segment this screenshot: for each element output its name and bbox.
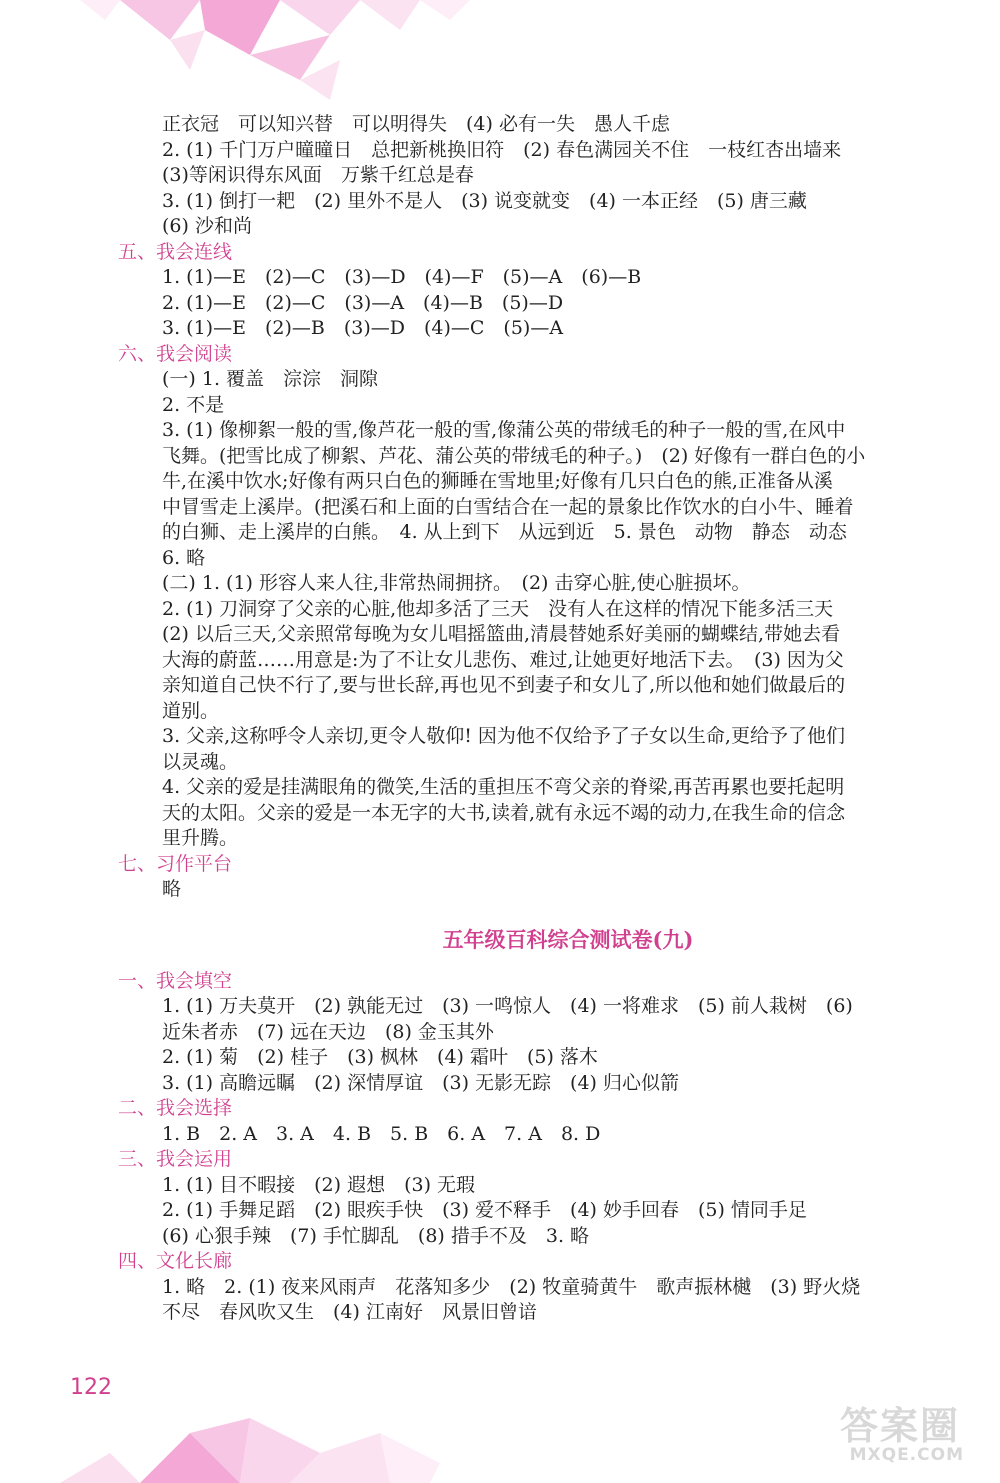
answer-line: 4. 父亲的爱是挂满眼角的微笑,生活的重担压不弯父亲的脊梁,再苦再累也要托起明 xyxy=(162,776,845,798)
answer-line: 2. (1) 菊 (2) 桂子 (3) 枫林 (4) 霜叶 (5) 落木 xyxy=(162,1046,598,1068)
section-heading: 二、我会选择 xyxy=(118,1097,233,1119)
answer-line: 大海的蔚蓝……用意是:为了不让女儿悲伤、难过,让她更好地活下去。 (3) 因为父 xyxy=(162,648,844,671)
answer-line: 2. 不是 xyxy=(162,393,225,416)
pink-diamond-pattern xyxy=(0,1393,480,1483)
answer-line: 略 xyxy=(162,878,182,900)
section-heading: 七、习作平台 xyxy=(118,852,233,875)
answer-line: 天的太阳。父亲的爱是一本无字的大书,读着,就有永远不竭的动力,在我生命的信念 xyxy=(162,801,846,824)
answer-line: 1. (1) 万夫莫开 (2) 孰能无过 (3) 一鸣惊人 (4) 一将难求 (5) 前人栽树 (6) xyxy=(162,995,853,1017)
spacer xyxy=(118,903,948,925)
answer-line: 里升腾。 xyxy=(162,827,239,849)
top-decoration xyxy=(0,0,520,110)
answer-block-top xyxy=(118,112,948,903)
answer-line: 道别。 xyxy=(162,699,220,722)
answer-line: (6) 心狠手辣 (7) 手忙脚乱 (8) 措手不及 3. 略 xyxy=(162,1224,590,1247)
answer-line: 中冒雪走上溪岸。(把溪石和上面的白雪结合在一起的景象比作饮水的白小牛、睡着 xyxy=(162,495,854,518)
section-heading: 三、我会运用 xyxy=(118,1148,233,1170)
answer-content xyxy=(118,112,948,1326)
answer-line: 1. (1)—E (2)—C (3)—D (4)—F (5)—A (6)—B xyxy=(162,266,642,288)
answer-line: 1. B 2. A 3. A 4. B 5. B 6. A 7. A 8. D xyxy=(162,1122,601,1145)
answer-line: 的白狮、走上溪岸的白熊。 4. 从上到下 从远到近 5. 景色 动物 静态 动态 xyxy=(162,521,847,543)
answer-line: 以灵魂。 xyxy=(162,750,239,773)
answer-line: 2. (1)—E (2)—C (3)—A (4)—B (5)—D xyxy=(162,291,564,314)
answer-block-bottom xyxy=(118,969,948,1326)
section-heading: 六、我会阅读 xyxy=(118,342,233,365)
answer-line: (6) 沙和尚 xyxy=(162,215,252,237)
answer-line: 牛,在溪中饮水;好像有两只白色的狮睡在雪地里;好像有几只白色的熊,正准备从溪 xyxy=(162,470,833,492)
answer-line: 2. (1) 手舞足蹈 (2) 眼疾手快 (3) 爱不释手 (4) 妙手回春 (5) 情同手足 xyxy=(162,1199,807,1221)
answer-line: 3. (1) 像柳絮一般的雪,像芦花一般的雪,像蒲公英的带绒毛的种子一般的雪,在风中 xyxy=(162,419,846,441)
answer-line: 飞舞。(把雪比成了柳絮、芦花、蒲公英的带绒毛的种子。) (2) 好像有一群白色的小 xyxy=(162,444,866,467)
section-heading: 四、文化长廊 xyxy=(118,1250,233,1272)
bottom-decoration xyxy=(0,1393,480,1483)
answer-line: 1. (1) 目不暇接 (2) 遐想 (3) 无瑕 xyxy=(162,1173,476,1196)
answer-line: 亲知道自己快不行了,要与世长辞,再也见不到妻子和女儿了,所以他和她们做最后的 xyxy=(162,674,846,696)
answer-line: 2. (1) 千门万户曈曈日 总把新桃换旧符 (2) 春色满园关不住 一枝红杏出墙来 xyxy=(162,138,842,161)
answer-line: (二) 1. (1) 形容人来人往,非常热闹拥挤。 (2) 击穿心脏,使心脏损坏。 xyxy=(162,572,751,594)
answer-line: 近朱者赤 (7) 远在天边 (8) 金玉其外 xyxy=(162,1020,494,1043)
section-heading: 五、我会连线 xyxy=(118,240,233,263)
section-title: 五年级百科综合测试卷(九) xyxy=(442,926,694,952)
answer-line: 3. 父亲,这称呼令人亲切,更令人敬仰! 因为他不仅给予了子女以生命,更给予了他们 xyxy=(162,725,845,747)
watermark-title: 答案圈 xyxy=(839,1404,960,1448)
answer-line: 1. 略 2. (1) 夜来风雨声 花落知多少 (2) 牧童骑黄牛 歌声振林樾 (3) 野火烧 xyxy=(162,1275,861,1298)
answer-line: 3. (1) 高瞻远瞩 (2) 深情厚谊 (3) 无影无踪 (4) 归心似箭 xyxy=(162,1071,679,1094)
answer-line: 不尽 春风吹又生 (4) 江南好 风景旧曾谙 xyxy=(162,1301,537,1323)
watermark-logo xyxy=(800,1395,970,1465)
answer-line: 3. (1)—E (2)—B (3)—D (4)—C (5)—A xyxy=(162,317,564,339)
section-heading: 一、我会填空 xyxy=(118,969,233,992)
answer-line: (3)等闲识得东风面 万紫千红总是春 xyxy=(162,164,474,186)
answer-line: (2) 以后三天,父亲照常每晚为女儿唱摇篮曲,清晨替她系好美丽的蝴蝶结,带她去看 xyxy=(162,623,841,645)
answer-line: 正衣冠 可以知兴替 可以明得失 (4) 必有一失 愚人千虑 xyxy=(162,113,670,135)
answer-line: (一) 1. 覆盖 淙淙 洞隙 xyxy=(162,368,379,390)
pink-diamond-pattern xyxy=(0,0,520,110)
answer-line: 2. (1) 刀洞穿了父亲的心脏,他却多活了三天 没有人在这样的情况下能多活三天 xyxy=(162,597,834,620)
watermark-url: MXQE.COM xyxy=(849,1445,964,1465)
page-number: 122 xyxy=(70,1375,112,1400)
spacer xyxy=(118,955,948,969)
answer-line: 6. 略 xyxy=(162,546,206,569)
answer-line: 3. (1) 倒打一耙 (2) 里外不是人 (3) 说变就变 (4) 一本正经 (5) 唐三藏 xyxy=(162,189,807,212)
